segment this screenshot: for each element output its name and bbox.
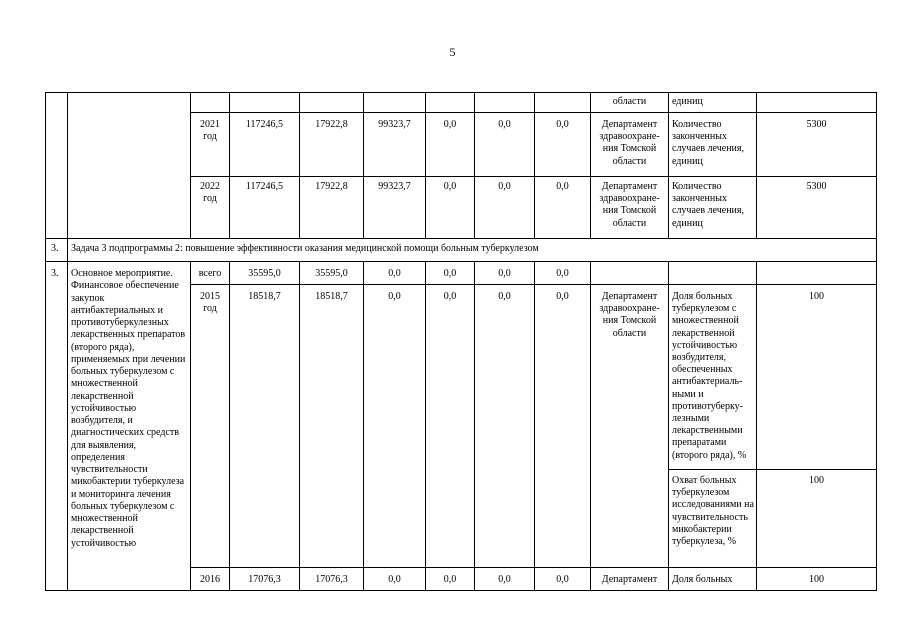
value-2015-share: 100 [809,291,824,302]
c5-2016: 0,0 [556,574,569,585]
dept-2022: Департамент здравоохране-ния Томской области [599,181,660,229]
c4-2022: 0,0 [498,181,511,192]
total-2022: 117246,5 [245,181,284,192]
all-c5: 0,0 [556,268,569,279]
all-year: всего [198,268,222,279]
value-2015-coverage: 100 [809,475,824,486]
value-2021: 5300 [806,119,827,130]
year-2022: 2022 год [200,181,220,205]
task3-text: Задача 3 подпрограммы 2: повышение эффективности оказания медицинской помощи больным туберкулезом [71,243,539,254]
c3-2022: 0,0 [443,181,457,192]
c2-2015: 0,0 [388,291,401,302]
c3-2016: 0,0 [443,574,457,585]
prev-dept: области [612,96,647,107]
c4-2016: 0,0 [498,574,511,585]
c4-2021: 0,0 [498,119,511,130]
all-c3: 0,0 [443,268,457,279]
year-2015: 2015 год [200,291,220,315]
c1-2016: 17076,3 [315,574,348,585]
dept-2016: Департамент [601,574,658,585]
c1-2022: 17922,8 [315,181,348,192]
year-2021: 2021 год [200,119,220,143]
all-total: 35595,0 [248,268,281,279]
task3-num: 3. [51,243,59,254]
c1-2015: 18518,7 [315,291,348,302]
dept-2015: Департамент здравоохране-ния Томской области [599,291,660,339]
dept-2021: Департамент здравоохране-ния Томской области [599,119,660,167]
c3-2015: 0,0 [443,291,457,302]
all-c4: 0,0 [498,268,511,279]
program-table [45,92,877,591]
prev-indicator: единиц [672,96,703,107]
c2-2021: 99323,7 [378,119,411,130]
indicator-2021: Количество законченных случаев лечения, единиц [672,119,745,167]
all-c1: 35595,0 [315,268,348,279]
c1-2021: 17922,8 [315,119,348,130]
indicator-2022: Количество законченных случаев лечения, единиц [672,181,745,229]
indicator-2015-share: Доля больных туберкулезом с множественной лекарственной устойчивостью возбудителя, обеспеченных антибактериаль-ными и противотуберку-лезными лекарственными препаратами (второго ряда), % [672,291,747,461]
indicator-2015-coverage: Охват больных туберкулезом исследованиями на чувствительность микобактерии туберкулеза, % [672,475,754,548]
main-num: 3. [51,268,59,279]
total-2021: 117246,5 [245,119,284,130]
main-activity-name: Основное мероприятие. Финансовое обеспечение закупок антибактериальных и противотуберкулезных лекарственных препаратов (второго ряда), применяемых при лечении больных туберкулезом с множественной лекарственной устойчивостью возбудителя, и диагностических средств для выявления, определения чувствительности микобактерии туберкулеза и мониторинга лечения больных туберкулезом с множественной лекарственной устойчивостью [71,268,186,549]
page-number: 5 [449,45,456,59]
total-2016: 17076,3 [248,574,281,585]
total-2015: 18518,7 [248,291,281,302]
value-2016: 100 [809,574,824,585]
c2-2016: 0,0 [388,574,401,585]
c5-2022: 0,0 [556,181,569,192]
c3-2021: 0,0 [443,119,457,130]
c4-2015: 0,0 [498,291,511,302]
c5-2021: 0,0 [556,119,569,130]
c2-2022: 99323,7 [378,181,411,192]
all-c2: 0,0 [388,268,401,279]
value-2022: 5300 [806,181,827,192]
c5-2015: 0,0 [556,291,569,302]
year-2016: 2016 [200,574,220,585]
indicator-2016: Доля больных [672,574,733,585]
